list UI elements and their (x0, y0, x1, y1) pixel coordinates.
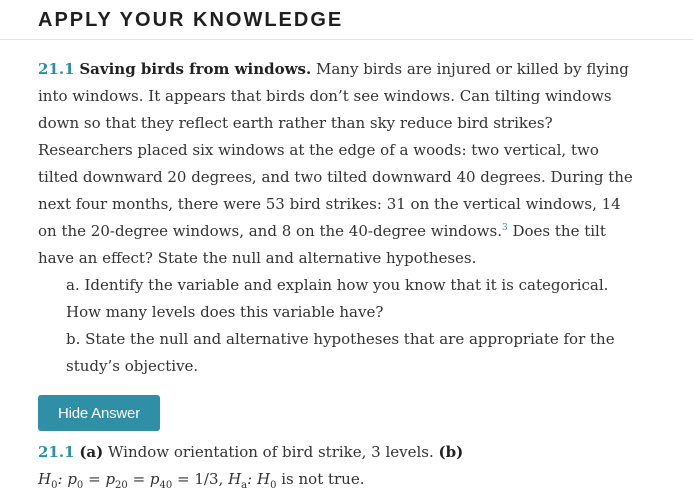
h0-colon: : (57, 470, 63, 488)
null-hypothesis (38, 470, 224, 491)
exercise-21-1 (38, 56, 643, 272)
exercise-part-a: a. Identify the variable and explain how you know that it is categorical. How many levels does this variable have? (66, 276, 609, 321)
p20-symbol: p (105, 470, 116, 488)
equals-one-third: = 1/3, (177, 470, 224, 488)
answer-part-a-text: Window orientation of bird strike, 3 levels. (108, 443, 434, 461)
ha-symbol: H (228, 470, 242, 488)
equals-sign: = (88, 470, 101, 488)
h0-symbol: H (38, 470, 52, 488)
ha-h0-subscript: 0 (270, 480, 277, 491)
exercise-part-b: b. State the null and alternative hypotheses that are appropriate for the study’s objective. (66, 330, 615, 375)
p20-subscript: 20 (115, 480, 128, 491)
exercise-title: Saving birds from windows. (79, 60, 312, 78)
alternative-hypothesis-text: is not true. (281, 470, 365, 488)
exercise-number: 21.1 (38, 60, 75, 78)
equals-sign: = (132, 470, 146, 488)
answer-part-a-label: (a) (79, 443, 104, 461)
p0-symbol: p (67, 470, 77, 488)
answer-part-b-label: (b) (438, 443, 464, 461)
ha-subscript: a (241, 480, 248, 491)
exercise-body-after: Does the tilt have an effect? State the null and alternative hypotheses. (38, 222, 606, 267)
exercise-body: Many birds are injured or killed by flying into windows. It appears that birds don’t see windows. Can tilting windows down so that they reflect earth rather than sky reduce bird strikes? Researchers placed six windows at the edge of a woods: two vertical, two tilted downward 20 degrees, and two tilted downward 40 degrees. During the next four months, there were 53 bird strikes: 31 on the vertical windows, 14 on the 20-degree windows, and 8 on the 40-degree windows. (38, 60, 633, 240)
answer-21-1 (38, 439, 643, 499)
ha-h0-symbol: H (256, 470, 271, 488)
alternative-hypothesis (228, 470, 277, 491)
p0-subscript: 0 (76, 480, 84, 491)
p40-symbol: p (149, 470, 160, 488)
footnote-link[interactable]: 3 (501, 223, 508, 233)
answer-number: 21.1 (38, 443, 75, 461)
h0-subscript: 0 (51, 480, 58, 491)
hide-answer-button[interactable]: Hide Answer (38, 395, 160, 431)
ha-colon: : (247, 470, 253, 488)
p40-subscript: 40 (159, 480, 173, 491)
section-heading: APPLY YOUR KNOWLEDGE (38, 9, 344, 31)
heading-divider (0, 39, 693, 40)
